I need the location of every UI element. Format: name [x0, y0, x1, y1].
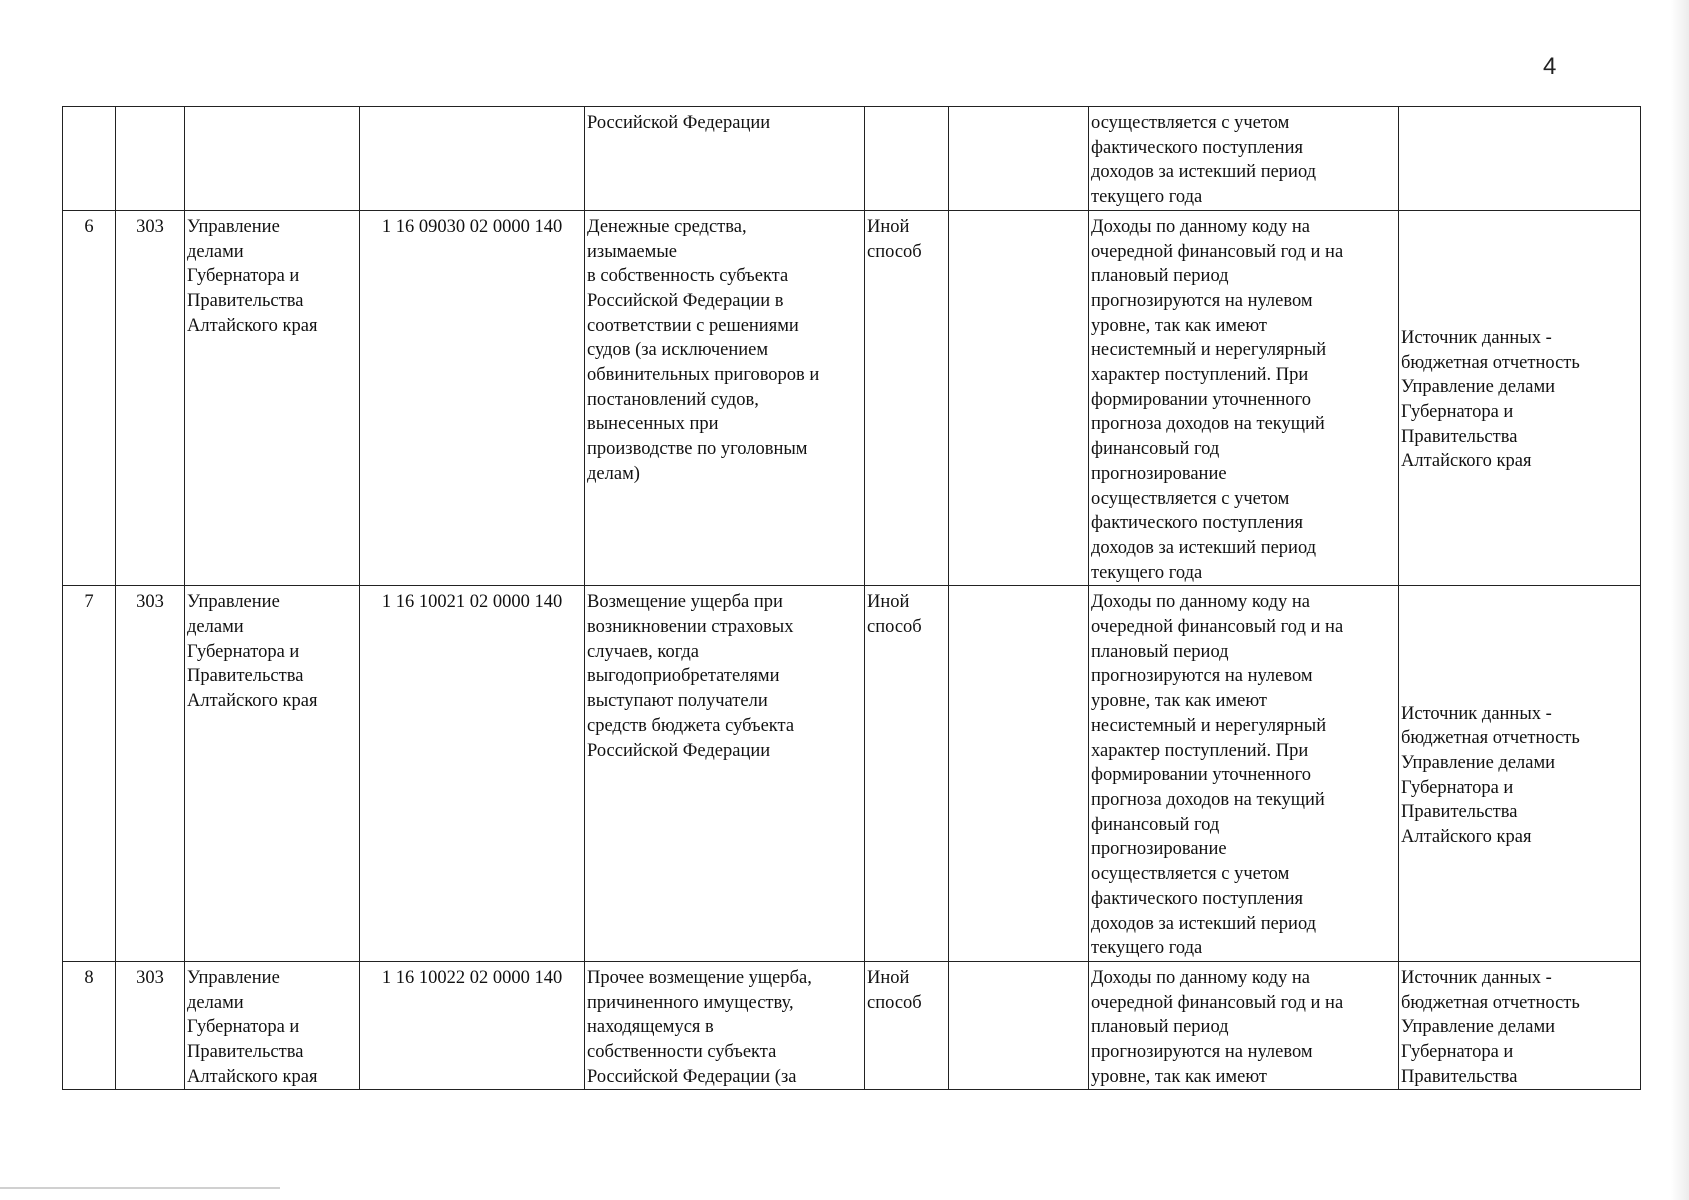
text-line: прогнозируются на нулевом [1091, 290, 1313, 311]
text-line: Управление делами [1401, 377, 1556, 398]
text-line: вынесенных при [587, 414, 719, 435]
cell-value: 1 16 10021 02 0000 140 [381, 592, 563, 613]
text-line: очередной финансовый год и на [1091, 992, 1344, 1013]
text-line: несистемный и нерегулярный [1091, 340, 1327, 361]
cell-method-description [1089, 210, 1399, 586]
text-line: Возмещение ущерба при [587, 592, 783, 613]
text-line: Управление [187, 592, 280, 613]
cell-calc-method [865, 210, 949, 586]
cell-value: 1 16 09030 02 0000 140 [381, 216, 563, 237]
text-line: делам) [587, 463, 640, 484]
text-line: причиненного имуществу, [587, 992, 794, 1013]
text-line: уровне, так как имеют [1091, 1066, 1267, 1087]
text-line: бюджетная отчетность [1401, 352, 1580, 373]
text-line: текущего года [1091, 562, 1203, 583]
text-line: возникновении страховых [587, 617, 794, 638]
cell-calc-method [865, 586, 949, 962]
cell-budget-code [360, 586, 585, 962]
text-line: очередной финансовый год и на [1091, 241, 1344, 262]
text-line: соответствии с решениями [587, 315, 799, 336]
text-line: очередной финансовый год и на [1091, 617, 1344, 638]
cell-value: 303 [136, 216, 164, 237]
cell-budget-code [360, 107, 585, 211]
cell-formula [949, 961, 1089, 1090]
text-line: формировании уточненного [1091, 389, 1312, 410]
cell-administrator [185, 107, 360, 211]
cell-method-description [1089, 586, 1399, 962]
text-line: Управление [187, 967, 280, 988]
text-line: Источник данных - [1401, 327, 1552, 348]
text-line: характер поступлений. При [1091, 740, 1309, 761]
text-line: Алтайского края [1401, 827, 1532, 848]
text-line: Российской Федерации (за [587, 1066, 797, 1087]
text-line: фактического поступления [1091, 888, 1303, 909]
cell-value: 303 [136, 967, 164, 988]
text-line: средств бюджета субъекта [587, 715, 795, 736]
cell-value: 6 [84, 216, 94, 237]
cell-data-source [1399, 961, 1641, 1090]
text-line: Российской Федерации [587, 113, 771, 133]
cell-value: 1 16 10022 02 0000 140 [381, 967, 563, 988]
text-line: случаев, когда [587, 641, 699, 662]
text-line: Правительства [187, 666, 304, 687]
cell-data-source [1399, 210, 1641, 586]
cell-value: 7 [84, 592, 94, 613]
text-line: осуществляется с учетом [1091, 113, 1290, 133]
text-line: Иной [867, 592, 910, 613]
text-line: Российской Федерации в [587, 290, 784, 311]
text-line: Источник данных - [1401, 703, 1552, 724]
cell-calc-method [865, 961, 949, 1090]
text-line: судов (за исключением [587, 340, 769, 361]
text-line: доходов за истекший период [1091, 162, 1317, 183]
text-line: Алтайского края [187, 1066, 318, 1087]
text-line: Губернатора и [187, 641, 300, 662]
text-line: Правительства [1401, 1066, 1518, 1087]
table-row [63, 107, 1641, 211]
cell-budget-code [360, 961, 585, 1090]
text-line: бюджетная отчетность [1401, 728, 1580, 749]
text-line: доходов за истекший период [1091, 537, 1317, 558]
text-line: прогнозируются на нулевом [1091, 1042, 1313, 1063]
cell-revenue-name [585, 210, 865, 586]
text-line: находящемуся в [587, 1017, 714, 1038]
cell-data-source [1399, 107, 1641, 211]
text-line: делами [187, 617, 244, 638]
text-line: фактического поступления [1091, 513, 1303, 534]
cell-revenue-name [585, 107, 865, 211]
text-line: уровне, так как имеют [1091, 691, 1267, 712]
text-line: Алтайского края [187, 315, 318, 336]
text-line: способ [867, 241, 922, 262]
text-line: уровне, так как имеют [1091, 315, 1267, 336]
text-line: Алтайского края [187, 691, 318, 712]
text-line: Иной [867, 216, 910, 237]
text-line: Управление делами [1401, 752, 1556, 773]
text-line: несистемный и нерегулярный [1091, 715, 1327, 736]
text-line: производстве по уголовным [587, 439, 808, 460]
text-line: Доходы по данному коду на [1091, 216, 1310, 237]
text-line: текущего года [1091, 938, 1203, 959]
text-line: прогноза доходов на текущий [1091, 414, 1325, 435]
cell-admin-code [116, 586, 185, 962]
text-line: Российской Федерации [587, 740, 771, 761]
text-line: Правительства [187, 1042, 304, 1063]
text-line: Губернатора и [1401, 777, 1514, 798]
text-line: обвинительных приговоров и [587, 365, 820, 386]
cell-admin-code [116, 961, 185, 1090]
text-line: Губернатора и [1401, 402, 1514, 423]
text-line: финансовый год [1091, 814, 1220, 835]
text-line: финансовый год [1091, 439, 1220, 460]
page-number: 4 [1543, 53, 1557, 80]
cell-admin-code [116, 107, 185, 211]
table-row [63, 586, 1641, 962]
text-line: Правительства [1401, 802, 1518, 823]
cell-formula [949, 107, 1089, 211]
scan-bottom-rule [0, 1187, 280, 1189]
text-line: изымаемые [587, 241, 677, 262]
text-line: Управление [187, 216, 280, 237]
text-line: делами [187, 241, 244, 262]
text-line: Правительства [187, 290, 304, 311]
text-line: Губернатора и [187, 1017, 300, 1038]
cell-budget-code [360, 210, 585, 586]
text-line: делами [187, 992, 244, 1013]
cell-formula [949, 586, 1089, 962]
text-line: Иной [867, 967, 910, 988]
text-line: Правительства [1401, 426, 1518, 447]
text-line: собственности субъекта [587, 1042, 777, 1063]
cell-administrator [185, 961, 360, 1090]
cell-method-description [1089, 107, 1399, 211]
text-line: способ [867, 617, 922, 638]
table-row [63, 210, 1641, 586]
text-line: текущего года [1091, 187, 1203, 208]
text-line: осуществляется с учетом [1091, 488, 1290, 509]
text-line: выступают получатели [587, 691, 768, 712]
cell-number [63, 586, 116, 962]
text-line: плановый период [1091, 266, 1229, 287]
text-line: Источник данных - [1401, 967, 1552, 988]
cell-number [63, 210, 116, 586]
cell-value: 8 [84, 967, 94, 988]
cell-administrator [185, 210, 360, 586]
text-line: прогнозирование [1091, 839, 1227, 860]
table-row [63, 961, 1641, 1090]
text-line: формировании уточненного [1091, 765, 1312, 786]
text-line: плановый период [1091, 641, 1229, 662]
text-line: способ [867, 992, 922, 1013]
cell-value: 303 [136, 592, 164, 613]
cell-calc-method [865, 107, 949, 211]
text-line: плановый период [1091, 1017, 1229, 1038]
cell-revenue-name [585, 961, 865, 1090]
text-line: Алтайского края [1401, 451, 1532, 472]
text-line: прогноза доходов на текущий [1091, 789, 1325, 810]
cell-number [63, 107, 116, 211]
text-line: Доходы по данному коду на [1091, 967, 1310, 988]
text-line: бюджетная отчетность [1401, 992, 1580, 1013]
cell-method-description [1089, 961, 1399, 1090]
text-line: фактического поступления [1091, 137, 1303, 158]
scan-edge-shadow [1671, 0, 1689, 1200]
cell-data-source [1399, 586, 1641, 962]
text-line: Денежные средства, [587, 216, 747, 237]
text-line: доходов за истекший период [1091, 913, 1317, 934]
text-line: в собственность субъекта [587, 266, 789, 287]
text-line: Губернатора и [187, 266, 300, 287]
text-line: Доходы по данному коду на [1091, 592, 1310, 613]
text-line: выгодоприобретателями [587, 666, 780, 687]
cell-number [63, 961, 116, 1090]
cell-revenue-name [585, 586, 865, 962]
cell-administrator [185, 586, 360, 962]
text-line: характер поступлений. При [1091, 365, 1309, 386]
table-body [63, 107, 1641, 1090]
text-line: прогнозирование [1091, 463, 1227, 484]
revenue-forecast-table [62, 106, 1641, 1090]
text-line: постановлений судов, [587, 389, 759, 410]
text-line: Управление делами [1401, 1017, 1556, 1038]
text-line: осуществляется с учетом [1091, 864, 1290, 885]
cell-admin-code [116, 210, 185, 586]
cell-formula [949, 210, 1089, 586]
text-line: Прочее возмещение ущерба, [587, 967, 812, 988]
text-line: прогнозируются на нулевом [1091, 666, 1313, 687]
text-line: Губернатора и [1401, 1042, 1514, 1063]
